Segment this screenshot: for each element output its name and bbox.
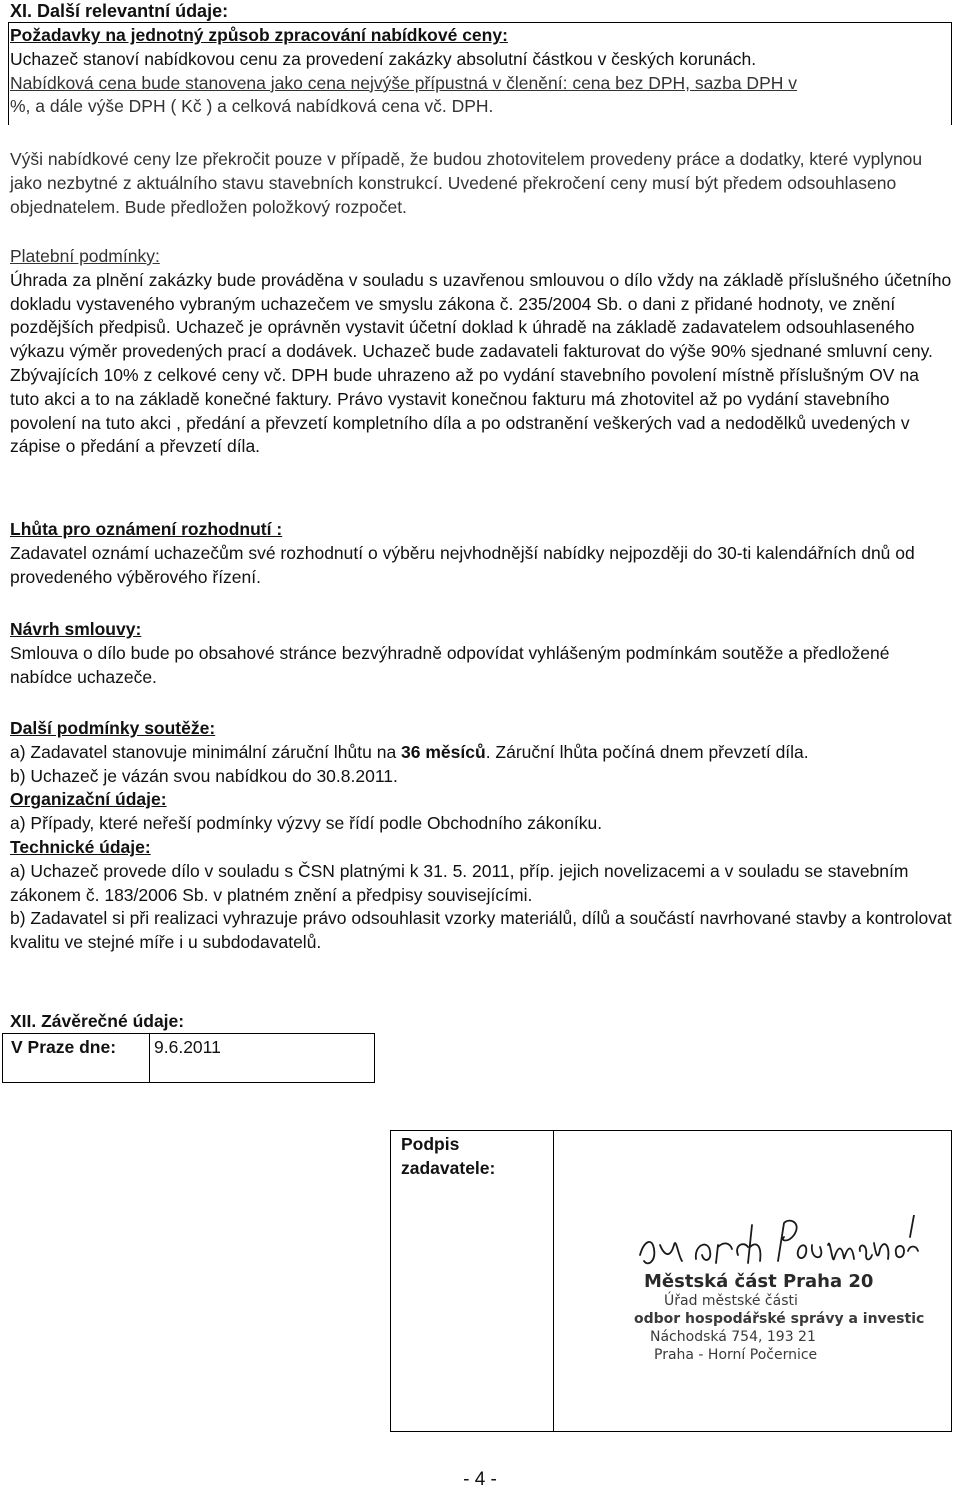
date-table	[2, 1033, 375, 1083]
signature-label: Podpis zadavatele:	[391, 1131, 554, 1432]
requirements-line-1: Uchazeč stanoví nabídkovou cenu za provedení zakázky absolutní částkou v českých korunách.	[10, 48, 757, 69]
deadline-block	[10, 518, 952, 589]
deadline-heading: Lhůta pro oznámení rozhodnutí :	[10, 519, 283, 539]
page-number: - 4 -	[463, 1469, 497, 1490]
office-stamp	[634, 1271, 924, 1363]
technical-heading: Technické údaje:	[10, 836, 151, 857]
contract-text: Smlouva o dílo bude po obsahové stránce bezvýhradně odpovídat vyhlášeným podmínkám soutěže a předložené nabídce uchazeče.	[10, 642, 890, 687]
deadline-text: Zadavatel oznámí uchazečům své rozhodnutí o výběru nejvhodnější nabídky nejpozději do 30-ti kalendářních dnů od provedeného výběrového řízení.	[10, 542, 915, 587]
requirements-block	[10, 24, 952, 119]
technical-a: a) Uchazeč provede dílo v souladu s ČSN platnými k 31. 5. 2011, příp. jejich novelizacemi a v souladu se stavebním zákonem č. 183/2006 Sb. v platném znění a předpisy souvisejícími.	[10, 860, 909, 905]
payment-text: Úhrada za plnění zakázky bude prováděna v souladu s uzavřenou smlouvou o dílo vždy na základě příslušného účetního dokladu vystaveného vybraným uchazečem ve smyslu zákona č. 235/2004 Sb. o dani z přidané hodnoty, ve znění pozdějších předpisů. Uchazeč je oprávněn vystavit účetní doklad k úhradě na základě zadavatelem odsouhlaseného výkazu výměr provedených prací a dodávek. Uchazeč bude zadavateli fakturovat do výše 90% sjednané smluvní ceny. Zbývajících 10% z celkové ceny vč. DPH bude uhrazeno až po vydání stavebního povolení místně příslušným OV na tuto akci a to na základě konečné faktury. Právo vystavit konečnou fakturu má zhotovitel až po vydání stavebního povolení na tuto akci , předání a převzetí kompletního díla a po odstranění veškerých vad a nedodělků uvedených v zápise o předání a převzetí díla.	[10, 269, 952, 457]
condition-a-pre: a) Zadavatel stanovuje minimální záruční lhůtu na	[10, 741, 402, 762]
section-xi-title: XI. Další relevantní údaje:	[10, 1, 229, 21]
payment-heading: Platební podmínky:	[10, 246, 160, 266]
handwritten-signature	[640, 1215, 918, 1263]
requirements-line-2: Nabídková cena bude stanovena jako cena nejvýše přípustná v členění: cena bez DPH, sazba DPH v	[10, 72, 797, 93]
stamp-line-2: Úřad městské části	[663, 1293, 798, 1309]
stamp-line-3: odbor hospodářské správy a investic	[633, 1311, 924, 1327]
stamp-line-1: Městská část Praha 20	[643, 1271, 874, 1292]
section-xii-title: XII. Závěrečné údaje:	[10, 1011, 185, 1031]
signature-table	[390, 1130, 952, 1432]
price-note-block	[10, 148, 952, 219]
signature-area	[553, 1131, 951, 1432]
stamp-line-5: Praha - Horní Počernice	[653, 1347, 817, 1363]
condition-b: b) Uchazeč je vázán svou nabídkou do 30.8.2011.	[10, 765, 398, 786]
conditions-block	[10, 717, 952, 955]
condition-a-post: . Záruční lhůta počíná dnem převzetí díla.	[485, 741, 809, 762]
payment-block	[10, 245, 952, 459]
organization-heading: Organizační údaje:	[10, 789, 167, 810]
stamp-line-4: Náchodská 754, 193 21	[649, 1329, 816, 1345]
price-note-text: Výši nabídkové ceny lze překročit pouze v případě, že budou zhotovitelem provedeny práce a dodatky, které vyplynou jako nezbytné z aktuálního stavu stavebních konstrukcí. Uvedené překročení ceny musí být předem odsouhlaseno objednatelem. Bude předložen položkový rozpočet.	[10, 149, 923, 217]
requirements-line-3: %, a dále výše DPH ( Kč ) a celková nabídková cena vč. DPH.	[10, 96, 494, 117]
technical-b: b) Zadavatel si při realizaci vyhrazuje právo odsouhlasit vzorky materiálů, dílů a součástí navrhované stavby a kontrolovat kvalitu ve stejné míře i u subdodavatelů.	[10, 908, 952, 953]
condition-a	[10, 741, 952, 765]
contract-block	[10, 618, 952, 689]
condition-a-bold: 36 měsíců	[401, 741, 486, 762]
conditions-heading: Další podmínky soutěže:	[10, 718, 216, 738]
place-label: V Praze dne:	[3, 1034, 150, 1083]
date-value: 9.6.2011	[150, 1034, 375, 1083]
organization-a: a) Případy, které neřeší podmínky výzvy se řídí podle Obchodního zákoníku.	[10, 813, 603, 834]
contract-heading: Návrh smlouvy:	[10, 619, 142, 639]
stamp-image	[634, 1215, 924, 1371]
requirements-heading: Požadavky na jednotný způsob zpracování nabídkové ceny:	[10, 25, 508, 45]
